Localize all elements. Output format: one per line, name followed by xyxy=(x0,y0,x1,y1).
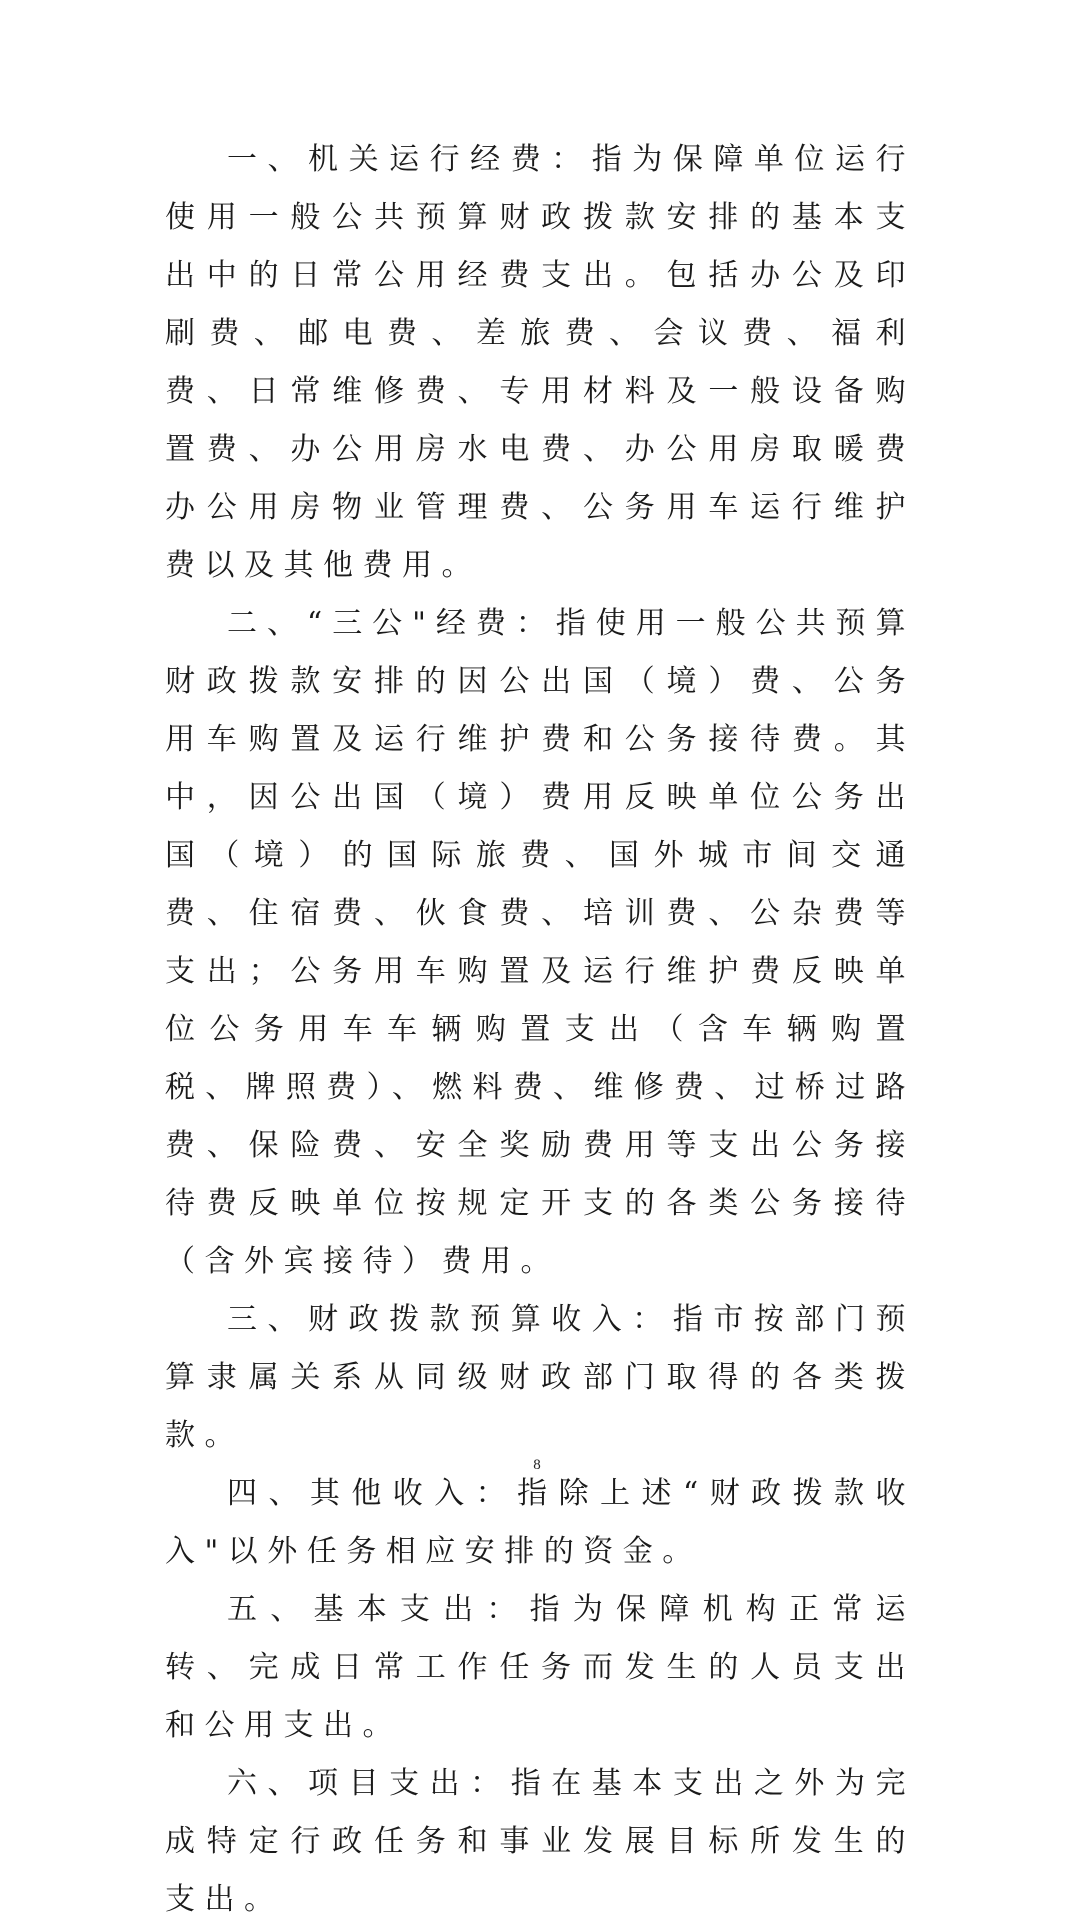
paragraph-basic-expenditure: 五、基本支出：指为保障机构正常运转、完成日常工作任务而发生的人员支出和公用支出。 xyxy=(165,1592,915,1743)
page-number: 8 xyxy=(533,1457,541,1473)
paragraph-fiscal-budget-income: 三、财政拨款预算收入：指市按部门预算隶属关系从同级财政部门取得的各类拨款。 xyxy=(165,1302,915,1453)
paragraph-three-public-expenses: 二、“三公"经费：指使用一般公共预算财政拨款安排的因公出国（境）费、公务用车购置及运行维护费和公务接待费。其中，因公出国（境）费用反映单位公务出国（境）的国际旅费、国外城市间交通费、住宿费、伙食费、培训费、公杂费等支出；公务用车购置及运行维护费反映单位公务用车车辆购置支出（含车辆购置税、牌照费）、燃料费、维修费、过桥过路费、保险费、安全奖励费用等支出公务接待费反映单位按规定开支的各类公务接待（含外宾接待）费用。 xyxy=(165,606,915,1279)
paragraph-operating-expenses: 一、机关运行经费：指为保障单位运行使用一般公共预算财政拨款安排的基本支出中的日常公用经费支出。包括办公及印刷费、邮电费、差旅费、会议费、福利费、日常维修费、专用材料及一般设备购置费、办公用房水电费、办公用房取暖费办公用房物业管理费、公务用车运行维护费以及其他费用。 xyxy=(165,142,915,583)
document-body xyxy=(165,131,915,1929)
paragraph-other-income: 四、其他收入：指除上述“财政拨款收入"以外任务相应安排的资金。 xyxy=(165,1476,915,1569)
paragraph-project-expenditure: 六、项目支出：指在基本支出之外为完成特定行政任务和事业发展目标所发生的支出。 xyxy=(165,1766,915,1917)
